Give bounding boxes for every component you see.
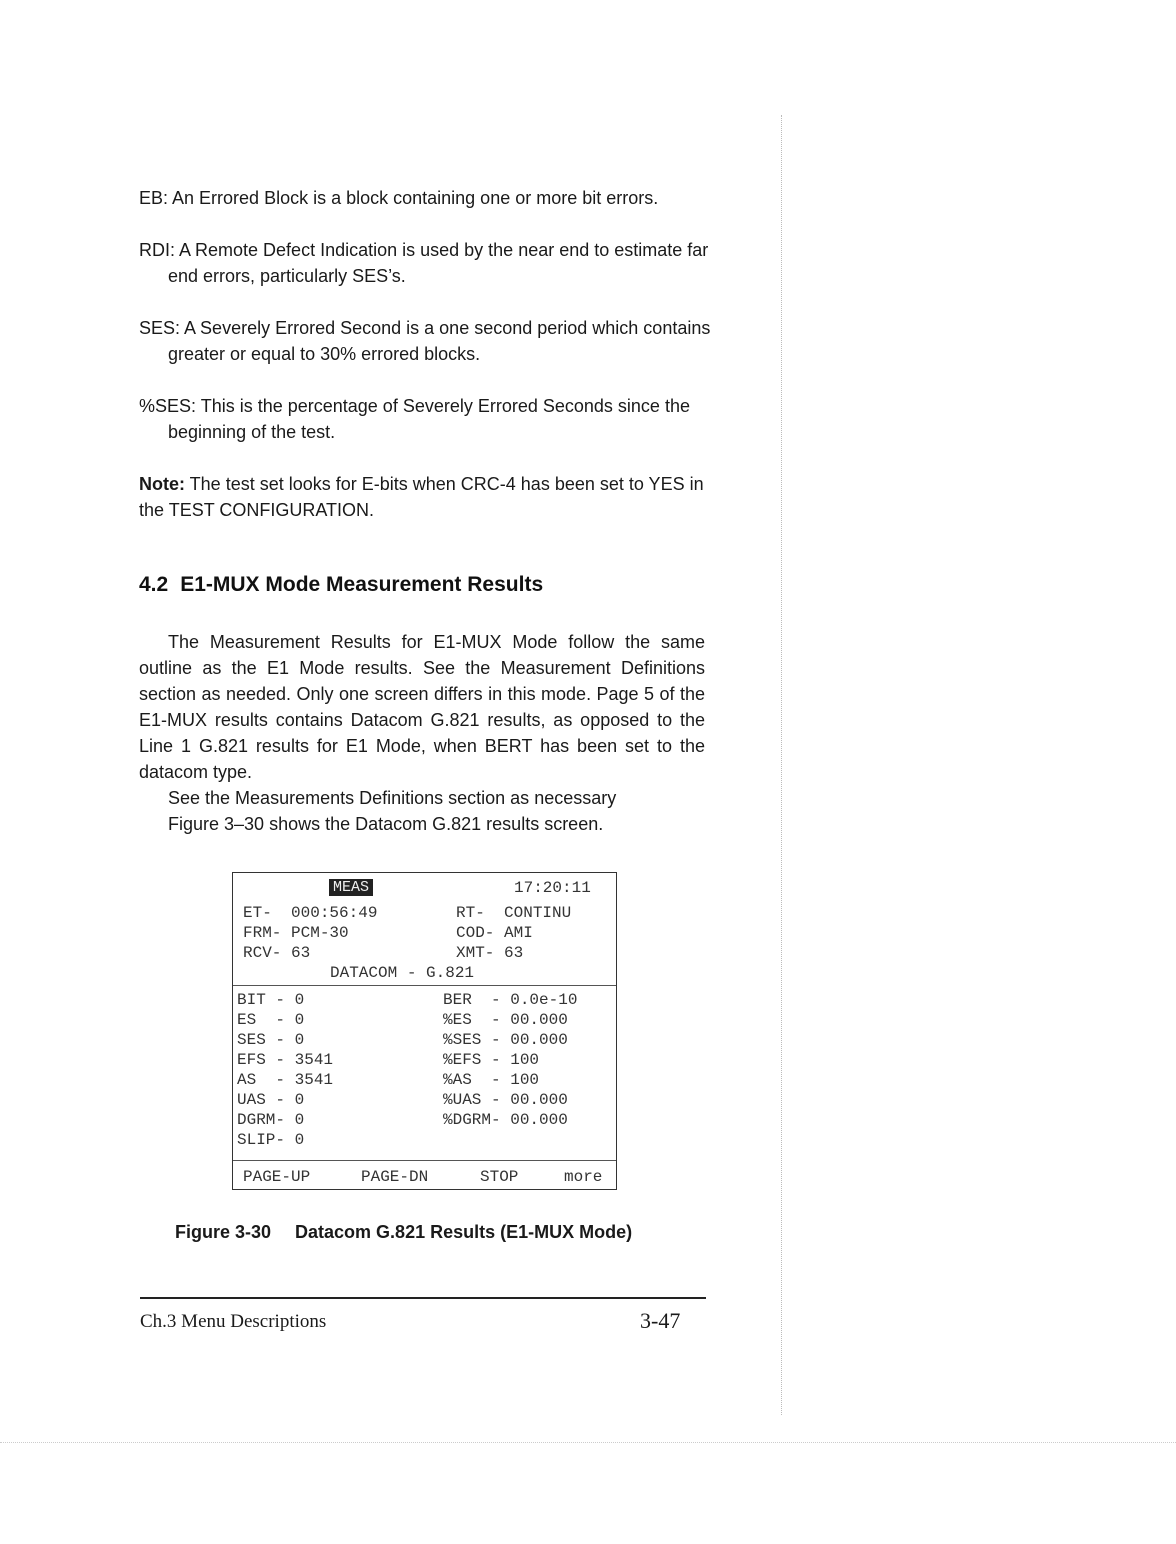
stat-pct-as: %AS - 100 — [443, 1071, 540, 1089]
definition-rdi — [139, 237, 734, 289]
see-line-1: See the Measurements Definitions section as necessary — [168, 788, 617, 808]
note-label: Note: — [139, 474, 185, 494]
clock-time: 17:20:11 — [514, 879, 591, 897]
screen-divider-bottom — [233, 1160, 616, 1161]
stat-es: ES - 0 — [237, 1011, 305, 1029]
figure-number: Figure 3-30 — [175, 1222, 272, 1242]
header-left-et: ET- 000:56:49 — [243, 904, 378, 922]
footer-rule — [140, 1297, 706, 1299]
stat-pct-ses: %SES - 00.000 — [443, 1031, 568, 1049]
header-right-cod: COD- AMI — [456, 924, 533, 942]
term: RDI: — [139, 240, 175, 260]
softkey-page-dn[interactable]: PAGE-DN — [361, 1168, 429, 1186]
see-paragraph — [168, 785, 616, 837]
meas-indicator: MEAS — [329, 879, 373, 896]
body-text: The Measurement Results for E1-MUX Mode follow the same outline as the E1 Mode results. See the Measurement Definitions section as needed. Only one screen differs in this mode. Page 5 of the E1-MUX results contains Datacom G.821 results, as opposed to the Line 1 G.821 results for E1 Mode, when BERT has been set to the datacom type. — [139, 632, 705, 782]
stat-slip: SLIP- 0 — [237, 1131, 305, 1149]
note-text: The test set looks for E-bits when CRC-4 has been set to YES in the TEST CONFIGURATION. — [139, 474, 704, 520]
footer-chapter: Ch.3 Menu Descriptions — [140, 1311, 327, 1332]
stat-pct-efs: %EFS - 100 — [443, 1051, 540, 1069]
section-title: E1-MUX Mode Measurement Results — [180, 573, 544, 596]
figure-caption — [175, 1222, 632, 1243]
stat-efs: EFS - 3541 — [237, 1051, 334, 1069]
definition-ses — [139, 315, 734, 367]
stat-as: AS - 3541 — [237, 1071, 334, 1089]
scan-margin-line — [781, 115, 783, 1415]
figure-title: Datacom G.821 Results (E1-MUX Mode) — [295, 1222, 633, 1242]
stat-pct-dgrm: %DGRM- 00.000 — [443, 1111, 568, 1129]
page-number: 3-47 — [640, 1308, 681, 1333]
softkey-more[interactable]: more — [564, 1168, 603, 1186]
device-screen — [232, 872, 617, 1190]
stat-ses: SES - 0 — [237, 1031, 305, 1049]
term: %SES: — [139, 396, 197, 416]
definition-text: An Errored Block is a block containing one or more bit errors. — [168, 188, 659, 208]
definition-text: A Remote Defect Indication is used by the near end to estimate far end errors, particularly SES’s. — [168, 240, 709, 286]
note — [139, 471, 705, 523]
see-line-2: Figure 3–30 shows the Datacom G.821 results screen. — [168, 814, 604, 834]
section-number: 4.2 — [139, 573, 169, 596]
term: EB: — [139, 188, 169, 208]
stat-ber: BER - 0.0e-10 — [443, 991, 578, 1009]
section-heading — [139, 573, 543, 597]
stat-pct-es: %ES - 00.000 — [443, 1011, 568, 1029]
header-left-frm: FRM- PCM-30 — [243, 924, 349, 942]
softkey-page-up[interactable]: PAGE-UP — [243, 1168, 311, 1186]
screen-subtitle: DATACOM - G.821 — [330, 964, 475, 982]
stat-bit: BIT - 0 — [237, 991, 305, 1009]
header-right-xmt: XMT- 63 — [456, 944, 524, 962]
stat-pct-uas: %UAS - 00.000 — [443, 1091, 568, 1109]
screen-divider-top — [233, 985, 616, 986]
body-paragraph — [139, 629, 705, 785]
header-right-rt: RT- CONTINU — [456, 904, 572, 922]
scan-bottom-line — [0, 1442, 1176, 1444]
softkey-stop[interactable]: STOP — [480, 1168, 519, 1186]
stat-uas: UAS - 0 — [237, 1091, 305, 1109]
header-left-rcv: RCV- 63 — [243, 944, 311, 962]
definition-eb — [139, 185, 705, 211]
definition-pct-ses — [139, 393, 734, 445]
term: SES: — [139, 318, 181, 338]
definition-text: A Severely Errored Second is a one second period which contains greater or equal to 30% errored blocks. — [168, 318, 711, 364]
stat-dgrm: DGRM- 0 — [237, 1111, 305, 1129]
definition-text: This is the percentage of Severely Errored Seconds since the beginning of the test. — [168, 396, 690, 442]
